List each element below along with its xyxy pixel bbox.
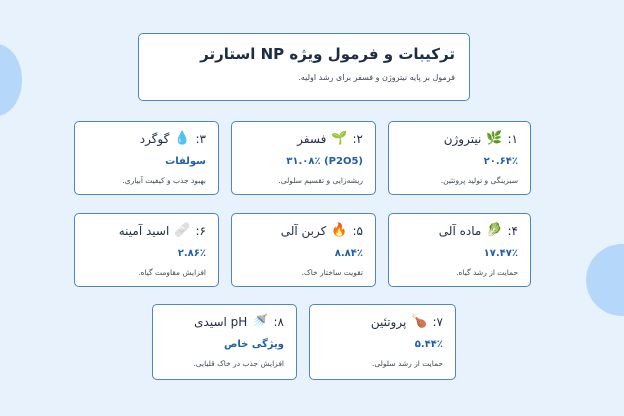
item-card-sulfur bbox=[74, 121, 219, 195]
item-value: ویژگی خاص bbox=[223, 339, 284, 350]
page-title: ترکیبات و فرمول ویژه NP استارتر bbox=[200, 45, 455, 63]
item-title bbox=[87, 222, 206, 240]
leaf-icon: 🌿 bbox=[486, 131, 503, 146]
item-description: سبزینگی و تولید پروتئین. bbox=[440, 176, 518, 185]
item-name: اسید آمینه bbox=[118, 224, 170, 238]
item-card-phosphorus bbox=[231, 121, 376, 195]
seedling-icon: 🌱 bbox=[331, 131, 348, 146]
header-card bbox=[138, 33, 470, 101]
item-number: ۳: bbox=[195, 132, 206, 146]
herb-icon: 🥬 bbox=[486, 223, 503, 238]
item-number: ۲: bbox=[352, 132, 363, 146]
item-value: ۲۰.۶۴٪ bbox=[483, 156, 518, 167]
item-description: بهبود جذب و کیفیت آبیاری. bbox=[122, 176, 206, 185]
watering-can-icon: 🚿 bbox=[252, 314, 269, 329]
item-card-protein bbox=[309, 304, 456, 380]
item-title bbox=[87, 130, 206, 148]
item-value: سولفات bbox=[165, 156, 206, 167]
item-name: کربن آلی bbox=[280, 224, 327, 238]
item-title bbox=[401, 222, 518, 240]
item-description: حمایت از رشد سلولی. bbox=[372, 359, 443, 368]
item-name: فسفر bbox=[297, 132, 327, 146]
item-number: ۸: bbox=[273, 315, 284, 329]
item-title bbox=[322, 313, 443, 331]
item-value: ۲.۸۶٪ bbox=[177, 248, 206, 259]
decorative-circle-left bbox=[0, 44, 22, 116]
item-title bbox=[165, 313, 284, 331]
item-name: پروتئین bbox=[370, 315, 407, 329]
item-card-organic-carbon bbox=[231, 213, 376, 287]
item-title bbox=[244, 130, 363, 148]
item-description: ریشه‌زایی و تقسیم سلولی. bbox=[278, 176, 363, 185]
item-card-organic-matter bbox=[388, 213, 531, 287]
item-number: ۷: bbox=[432, 315, 443, 329]
item-description: افزایش جذب در خاک قلیایی. bbox=[193, 359, 284, 368]
item-number: ۱: bbox=[507, 132, 518, 146]
item-number: ۴: bbox=[507, 224, 518, 238]
item-number: ۵: bbox=[352, 224, 363, 238]
item-description: تقویت ساختار خاک. bbox=[301, 268, 363, 277]
item-card-acidic-ph bbox=[152, 304, 297, 380]
item-title bbox=[244, 222, 363, 240]
item-value: ۱۷.۴۷٪ bbox=[483, 248, 518, 259]
item-name: ماده آلی bbox=[438, 224, 482, 238]
drumstick-icon: 🍗 bbox=[411, 314, 428, 329]
item-value: (P2O5) ۳۱.۰۸٪ bbox=[286, 156, 363, 167]
item-name: نیتروژن bbox=[443, 132, 482, 146]
item-description: افزایش مقاومت گیاه. bbox=[138, 268, 206, 277]
item-title bbox=[401, 130, 518, 148]
bandage-icon: 🩹 bbox=[174, 223, 191, 238]
item-description: حمایت از رشد گیاه. bbox=[456, 268, 518, 277]
item-value: ۸.۸۴٪ bbox=[334, 248, 363, 259]
decorative-circle-right bbox=[586, 244, 624, 316]
item-card-amino-acid bbox=[74, 213, 219, 287]
fire-icon: 🔥 bbox=[331, 223, 348, 238]
item-name: pH اسیدی bbox=[194, 315, 248, 329]
page-subtitle: فرمول بر پایه نیتروژن و فسفر برای رشد اولیه. bbox=[298, 73, 455, 82]
droplet-icon: 💧 bbox=[174, 131, 191, 146]
item-name: گوگرد bbox=[139, 132, 170, 146]
item-value: ۵.۴۴٪ bbox=[414, 339, 443, 350]
item-card-nitrogen bbox=[388, 121, 531, 195]
item-number: ۶: bbox=[195, 224, 206, 238]
